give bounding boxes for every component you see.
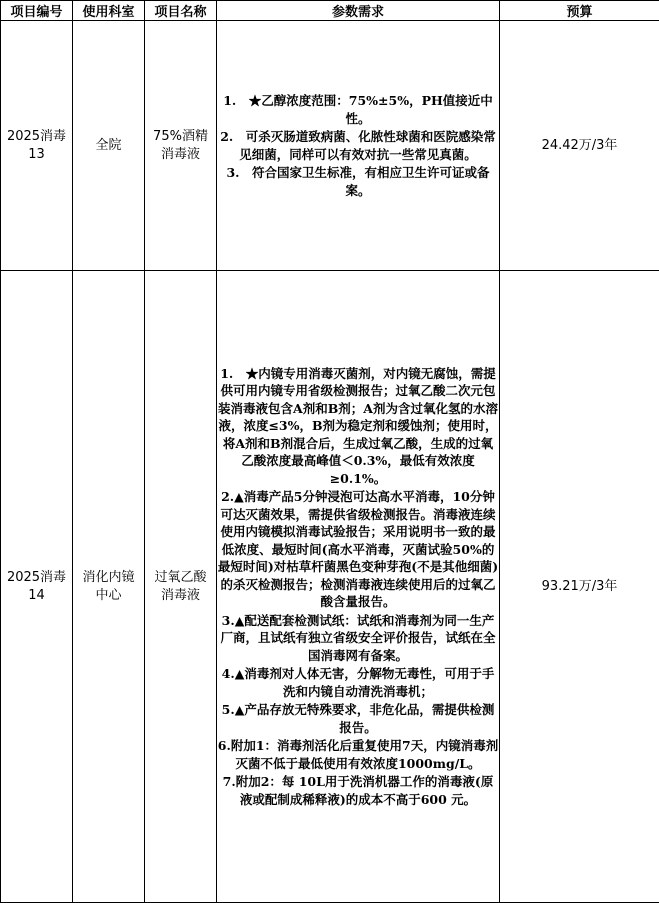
- project-id-line: 13: [1, 146, 72, 164]
- project-id-line: 2025消毒: [1, 569, 72, 587]
- header-project-name: 项目名称: [145, 1, 217, 21]
- header-department: 使用科室: [73, 1, 145, 21]
- budget-text: 24.42万/3年: [500, 137, 659, 155]
- budget-cell: [500, 271, 659, 903]
- table-row: [1, 21, 659, 271]
- header-project-id: 项目编号: [1, 1, 73, 21]
- department-text: 全院: [73, 137, 144, 155]
- project-id-line: 2025消毒: [1, 128, 72, 146]
- requirement-item: 3.▲配送配套检测试纸：试纸和消毒剂为同一生产厂商，且试纸有独立省级安全评价报告，试纸在全国消毒网有备案。: [217, 612, 499, 665]
- requirement-item: 1. ★乙醇浓度范围：75%±5%，PH值接近中性。: [217, 92, 499, 127]
- requirement-item: 6.附加1：消毒剂活化后重复使用7天，内镜消毒剂灭菌不低于最低使用有效浓度1000mg/L。: [217, 737, 499, 772]
- project-id-line: 14: [1, 587, 72, 605]
- requirement-item: 1. ★内镜专用消毒灭菌剂，对内镜无腐蚀，需提供可用内镜专用省级检测报告；过氧乙酸二次元包装消毒液包含A剂和B剂；A剂为含过氧化氢的水溶液，浓度≤3%，B剂为稳定剂和缓蚀剂；使用时，将A剂和B剂混合后，生成过氧乙酸，生成的过氧乙酸浓度最高峰值＜0.3%，最低有效浓度≥0.1%。: [217, 365, 499, 488]
- requirement-item: 2. 可杀灭肠道致病菌、化脓性球菌和医院感染常见细菌，同样可以有效对抗一些常见真菌。: [217, 128, 499, 163]
- requirement-item: 5.▲产品存放无特殊要求，非危化品，需提供检测报告。: [217, 701, 499, 736]
- department-cell: [73, 21, 145, 271]
- project-name-line: 过氧乙酸: [145, 569, 216, 587]
- project-name-line: 75%酒精: [145, 128, 216, 146]
- department-cell: [73, 271, 145, 903]
- header-row: [1, 1, 659, 21]
- requirement-item: 3. 符合国家卫生标准，有相应卫生许可证或备案。: [217, 164, 499, 199]
- budget-cell: [500, 21, 659, 271]
- project-id-cell: [1, 271, 73, 903]
- project-name-cell: [145, 21, 217, 271]
- header-requirements: 参数需求: [217, 1, 500, 21]
- department-line: 消化内镜: [73, 569, 144, 587]
- project-name-line: 消毒液: [145, 587, 216, 605]
- project-name-cell: [145, 271, 217, 903]
- requirement-item: 2.▲消毒产品5分钟浸泡可达高水平消毒，10分钟可达灭菌效果，需提供省级检测报告。消毒液连续使用内镜模拟消毒试验报告；采用说明书一致的最低浓度、最短时间(高水平消毒，灭菌试验50%的最短时间)对枯草杆菌黑色变种芽孢(不是其他细菌)的杀灭检测报告；检测消毒液连续使用后的过氧乙酸含量报告。: [217, 488, 499, 611]
- requirements-cell: [217, 21, 500, 271]
- project-id-cell: [1, 21, 73, 271]
- requirement-item: 4.▲消毒剂对人体无害，分解物无毒性，可用于手洗和内镜自动清洗消毒机；: [217, 665, 499, 700]
- header-budget: 预算: [500, 1, 659, 21]
- requirements-cell: [217, 271, 500, 903]
- budget-text: 93.21万/3年: [500, 578, 659, 596]
- requirement-item: 7.附加2：每 10L用于洗消机器工作的消毒液(原液或配制成稀释液)的成本不高于600 元。: [217, 773, 499, 808]
- table-row: [1, 271, 659, 903]
- project-name-line: 消毒液: [145, 146, 216, 164]
- department-line: 中心: [73, 587, 144, 605]
